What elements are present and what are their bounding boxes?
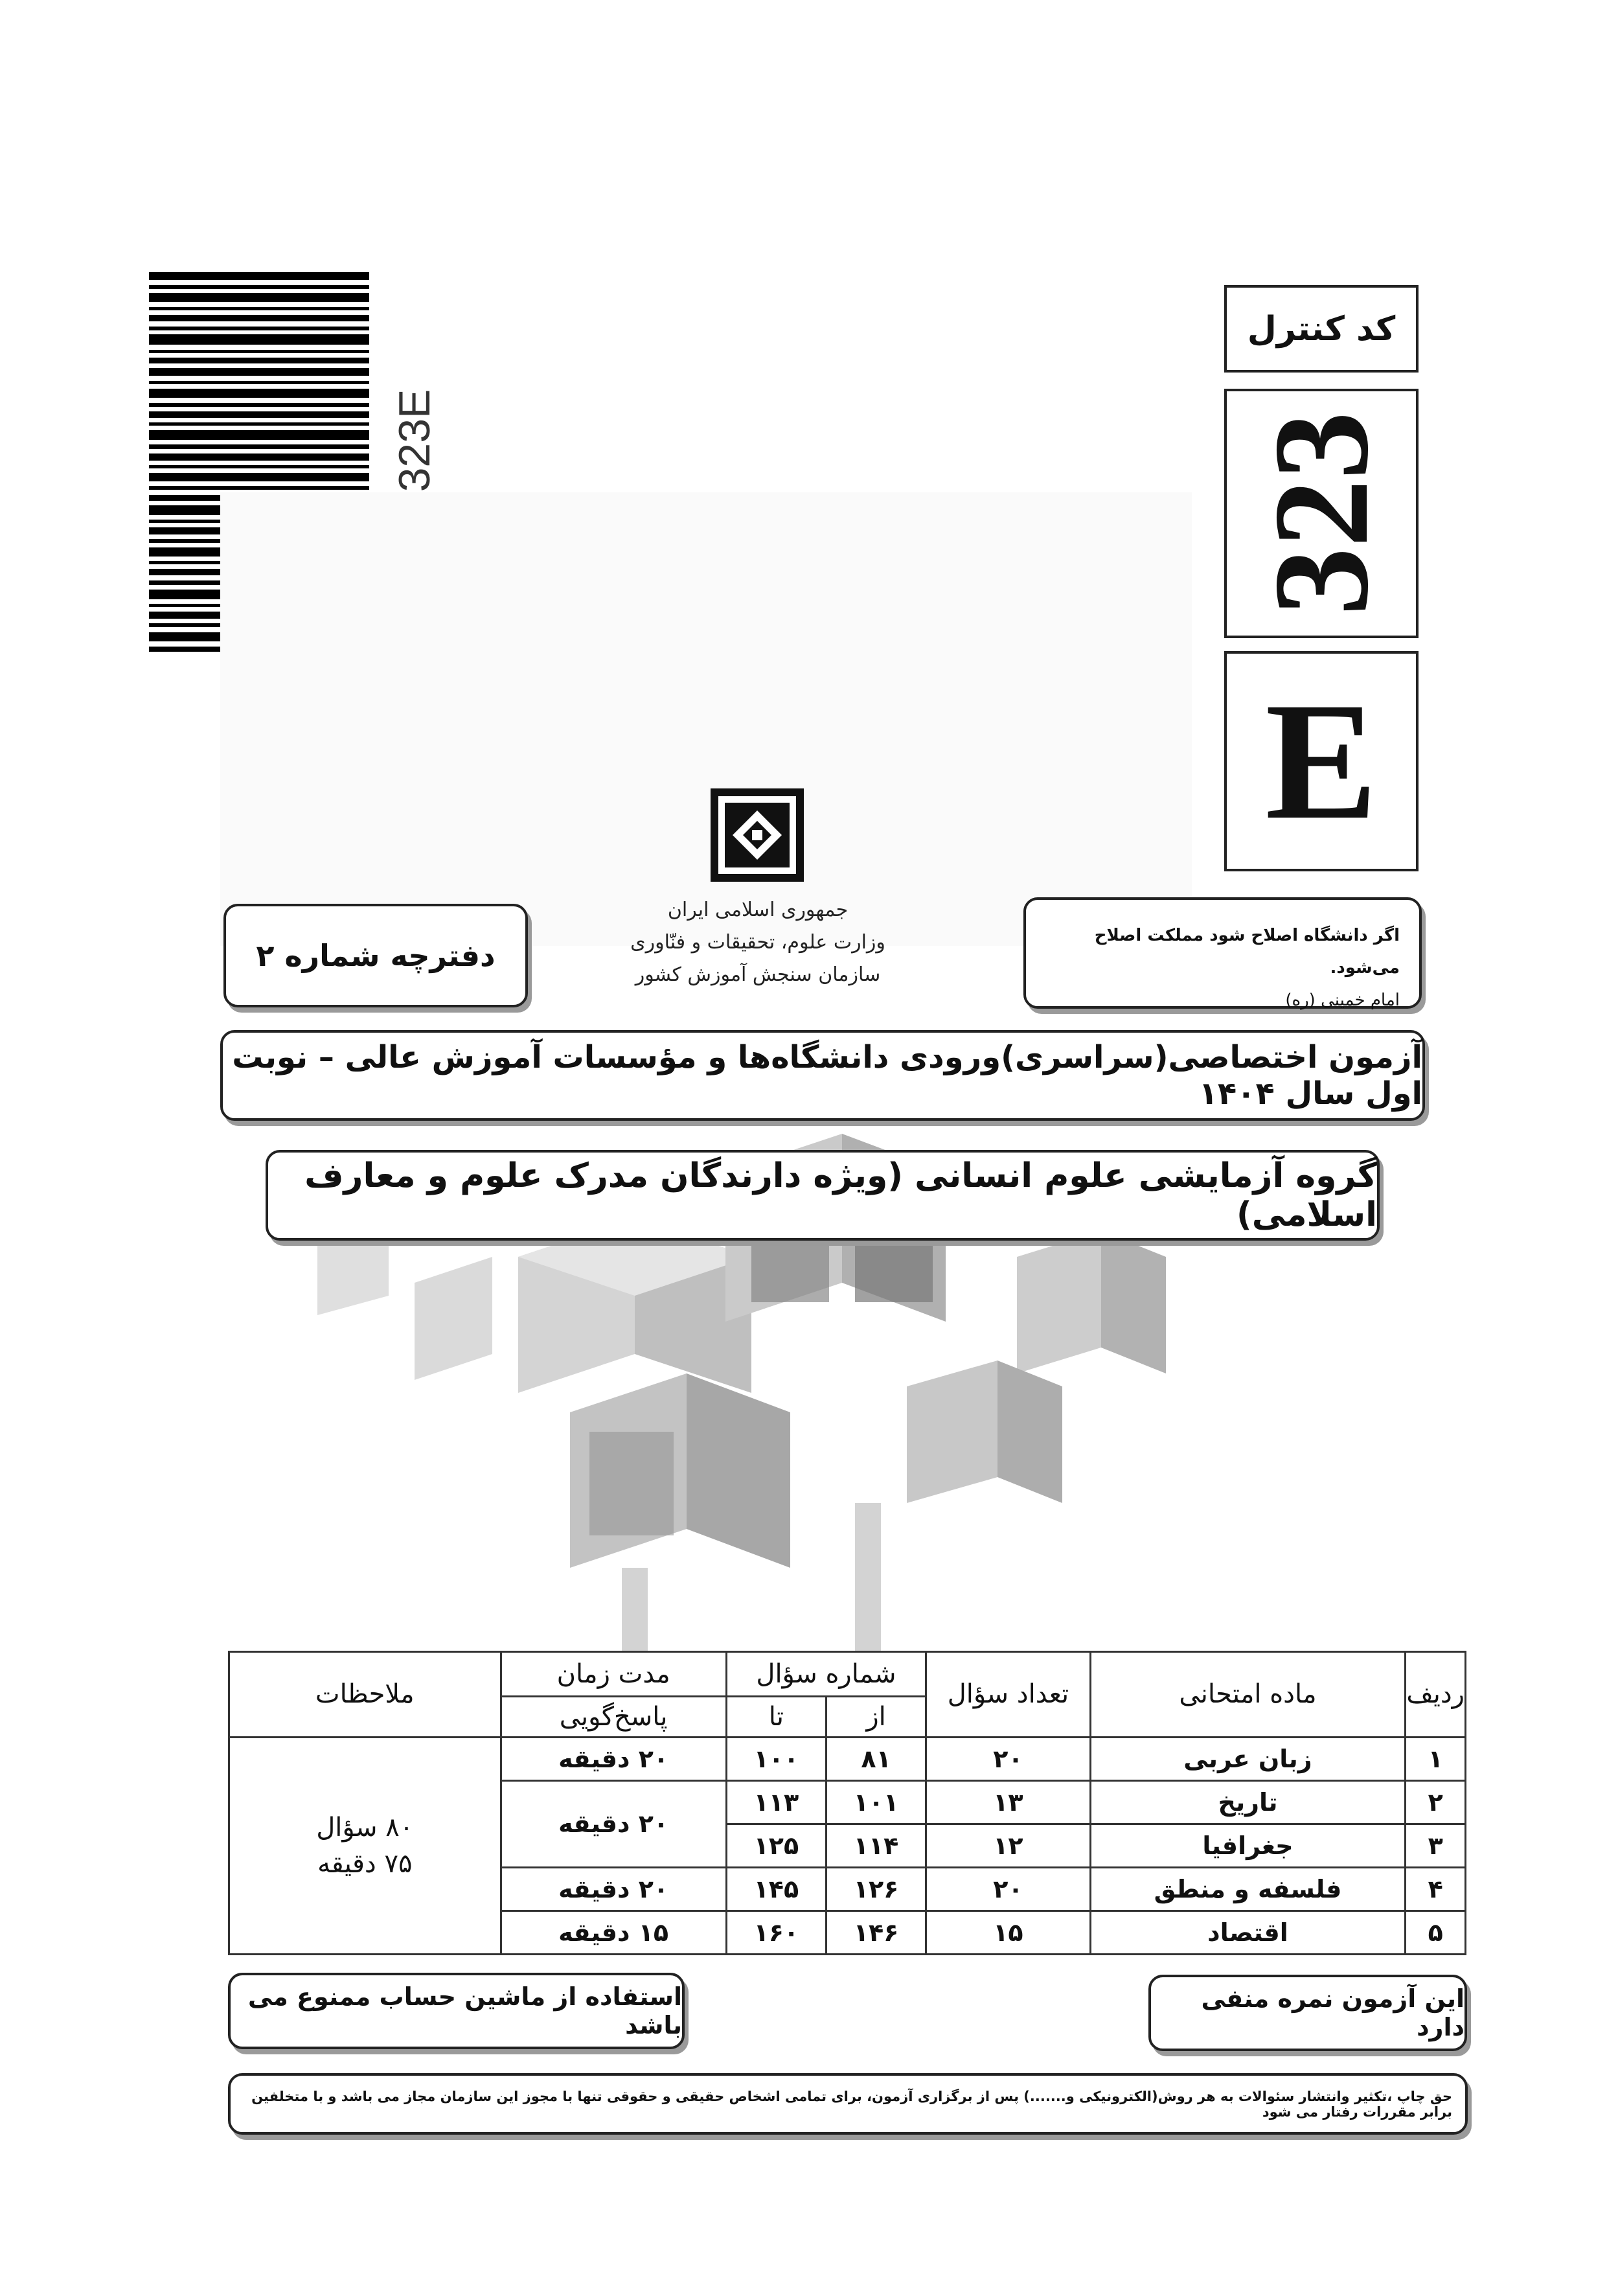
cell-from: ۱۲۶ [826, 1867, 926, 1911]
notes-question-total: ۸۰ سؤال [316, 1812, 414, 1843]
copyright-notice: حق چاپ ،تکثیر وانتشار سئوالات به هر روش(الکترونیکی و.......) پس از برگزاری آزمون، برای تمامی اشخاص حقیقی و حقوقی تنها با مجوز این سازمان مجاز می باشد و با متخلفین برابر مقررات رفتار می شود [228, 2073, 1468, 2135]
quote-author: امام خمینی (ره) [1285, 991, 1400, 1010]
cell-count: ۱۲ [926, 1824, 1090, 1867]
org-line-agency: سازمان سنجش آموزش کشور [635, 963, 881, 986]
cell-row-number: ۴ [1406, 1867, 1466, 1911]
header-subject: ماده امتحانی [1090, 1652, 1406, 1738]
control-code-label: کد کنترل [1224, 285, 1419, 373]
table-row [229, 1737, 1466, 1780]
negative-marking-notice: این آزمون نمره منفی دارد [1148, 1975, 1467, 2051]
header-question-number: شماره سؤال [726, 1652, 926, 1697]
notes-time-total: ۷۵ دقیقه [317, 1848, 413, 1879]
quote-text: اگر دانشگاه اصلاح شود مملکت اصلاح می‌شود. [1094, 926, 1400, 978]
cell-subject: زبان عربی [1090, 1737, 1406, 1780]
cell-duration: ۲۰ دقیقه [501, 1780, 726, 1867]
cell-count: ۲۰ [926, 1737, 1090, 1780]
cell-duration: ۲۰ دقیقه [501, 1737, 726, 1780]
org-line-ministry: وزارت علوم، تحقیقات و فنّاوری [630, 931, 885, 954]
header-question-count: تعداد سؤال [926, 1652, 1090, 1738]
booklet-number-box: دفترچه شماره ۲ [223, 904, 528, 1007]
cell-row-number: ۲ [1406, 1780, 1466, 1824]
organization-emblem-icon [709, 787, 805, 883]
header-notes: ملاحظات [229, 1652, 501, 1738]
cell-from: ۱۴۶ [826, 1911, 926, 1954]
subjects-table [228, 1651, 1466, 1955]
exam-title: آزمون اختصاصی(سراسری)ورودی دانشگاه‌ها و مؤسسات آموزش عالی – نوبت اول سال ۱۴۰۴ [220, 1030, 1425, 1121]
control-code-number: 323 [1246, 411, 1396, 615]
cell-row-number: ۳ [1406, 1824, 1466, 1867]
cell-duration: ۱۵ دقیقه [501, 1911, 726, 1954]
cell-to: ۱۲۵ [726, 1824, 826, 1867]
cell-from: ۱۱۴ [826, 1824, 926, 1867]
header-duration: مدت زمان [501, 1652, 726, 1697]
cell-subject: اقتصاد [1090, 1911, 1406, 1954]
header-row-number: ردیف [1406, 1652, 1466, 1738]
cell-count: ۲۰ [926, 1867, 1090, 1911]
cell-from: ۸۱ [826, 1737, 926, 1780]
header-from: از [826, 1697, 926, 1738]
cell-subject: جغرافیا [1090, 1824, 1406, 1867]
cell-count: ۱۳ [926, 1780, 1090, 1824]
cell-duration: ۲۰ دقیقه [501, 1867, 726, 1911]
cell-row-number: ۵ [1406, 1911, 1466, 1954]
cell-subject: تاریخ [1090, 1780, 1406, 1824]
cell-notes [229, 1737, 501, 1954]
control-code-letter: E [1224, 651, 1419, 871]
calculator-prohibited-notice: استفاده از ماشین حساب ممنوع می باشد [228, 1973, 685, 2049]
quote-box [1023, 897, 1422, 1009]
header-duration-2: پاسخ‌گویی [501, 1697, 726, 1738]
organization-name-block [570, 894, 946, 991]
cell-to: ۱۱۳ [726, 1780, 826, 1824]
header-to: تا [726, 1697, 826, 1738]
barcode-code-text: 323E [390, 389, 439, 492]
cell-row-number: ۱ [1406, 1737, 1466, 1780]
cell-count: ۱۵ [926, 1911, 1090, 1954]
cell-to: ۱۴۵ [726, 1867, 826, 1911]
org-line-country: جمهوری اسلامی ایران [667, 899, 849, 921]
cell-to: ۱۰۰ [726, 1737, 826, 1780]
cell-to: ۱۶۰ [726, 1911, 826, 1954]
cell-from: ۱۰۱ [826, 1780, 926, 1824]
table-header-row [229, 1652, 1466, 1697]
group-title: گروه آزمایشی علوم انسانی (ویژه دارندگان مدرک علوم و معارف اسلامی) [266, 1150, 1380, 1241]
cell-subject: فلسفه و منطق [1090, 1867, 1406, 1911]
control-code-number-box [1224, 389, 1419, 638]
